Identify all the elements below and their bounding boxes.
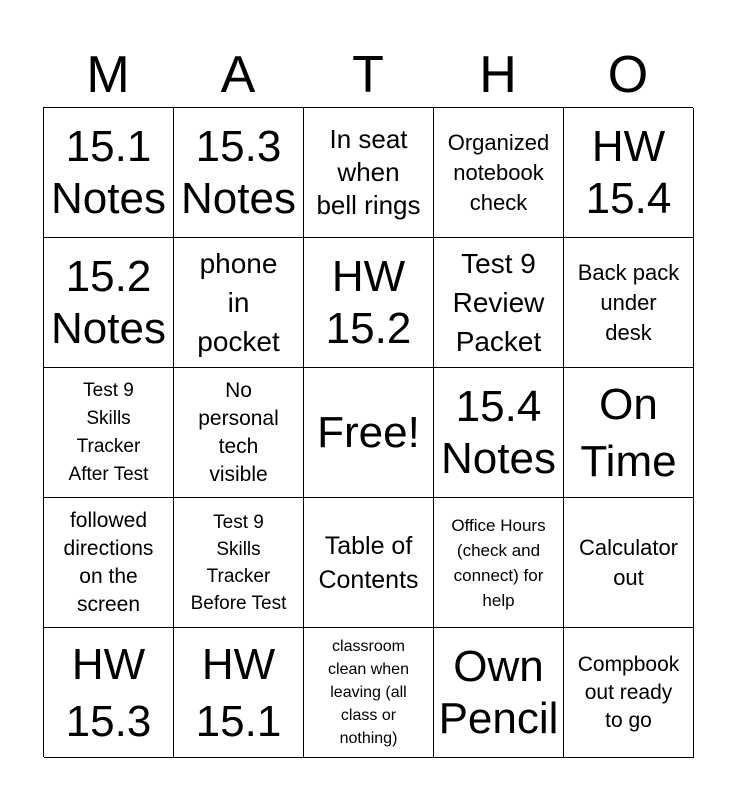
bingo-cell bbox=[304, 498, 434, 628]
bingo-cell bbox=[434, 108, 564, 238]
cell-text: Own Pencil bbox=[438, 641, 559, 743]
bingo-cell bbox=[174, 238, 304, 368]
bingo-cell bbox=[44, 498, 174, 628]
title-letter-t: T bbox=[352, 46, 384, 104]
bingo-cell bbox=[304, 108, 434, 238]
cell-text: 15.4 Notes bbox=[441, 381, 556, 483]
cell-text: Test 9 Skills Tracker Before Test bbox=[190, 511, 287, 614]
cell-text: Free! bbox=[317, 407, 420, 457]
cell-text: Back pack under desk bbox=[577, 259, 680, 345]
title-letter-o: O bbox=[607, 46, 649, 104]
bingo-grid bbox=[43, 107, 693, 757]
bingo-cell bbox=[434, 498, 564, 628]
bingo-cell bbox=[174, 628, 304, 758]
cell-text: Calculator out bbox=[578, 534, 679, 590]
cell-text: Test 9 Review Packet bbox=[452, 248, 545, 357]
cell-text: 15.2 Notes bbox=[51, 251, 166, 353]
title-letter-a: A bbox=[220, 46, 256, 104]
cell-text: Compbook out ready to go bbox=[577, 652, 680, 732]
cell-text: HW 15.4 bbox=[585, 121, 672, 223]
cell-text: Organized notebook check bbox=[447, 129, 550, 215]
bingo-cell bbox=[434, 238, 564, 368]
bingo-cell bbox=[44, 368, 174, 498]
bingo-cell bbox=[174, 108, 304, 238]
cell-text: No personal tech visible bbox=[198, 378, 279, 486]
bingo-cell bbox=[564, 238, 694, 368]
bingo-cell bbox=[44, 108, 174, 238]
bingo-cell bbox=[304, 238, 434, 368]
bingo-cell bbox=[304, 368, 434, 498]
cell-text: Table of Contents bbox=[318, 531, 419, 594]
cell-text: classroom clean when leaving (all class or nothing) bbox=[328, 638, 409, 747]
bingo-cell bbox=[44, 628, 174, 758]
bingo-cell bbox=[564, 498, 694, 628]
title-letter-h: H bbox=[479, 46, 517, 104]
bingo-cell bbox=[174, 498, 304, 628]
bingo-cell bbox=[564, 628, 694, 758]
bingo-cell bbox=[174, 368, 304, 498]
cell-text: 15.1 Notes bbox=[51, 121, 166, 223]
bingo-cell bbox=[44, 238, 174, 368]
cell-text: Office Hours (check and connect) for help bbox=[451, 515, 546, 610]
bingo-cell bbox=[434, 368, 564, 498]
cell-text: followed directions on the screen bbox=[63, 508, 154, 616]
cell-text: In seat when bell rings bbox=[316, 124, 421, 220]
cell-text: 15.3 Notes bbox=[181, 121, 296, 223]
cell-text: Test 9 Skills Tracker After Test bbox=[68, 379, 149, 485]
cell-text: HW 15.2 bbox=[325, 251, 412, 353]
bingo-cell bbox=[434, 628, 564, 758]
cell-text: HW 15.1 bbox=[195, 639, 282, 746]
cell-text: phone in pocket bbox=[197, 248, 280, 357]
cell-text: On Time bbox=[580, 379, 677, 486]
title-letter-m: M bbox=[86, 46, 130, 104]
bingo-title bbox=[43, 44, 693, 106]
bingo-cell bbox=[564, 108, 694, 238]
cell-text: HW 15.3 bbox=[65, 639, 152, 746]
bingo-cell bbox=[304, 628, 434, 758]
bingo-cell bbox=[564, 368, 694, 498]
